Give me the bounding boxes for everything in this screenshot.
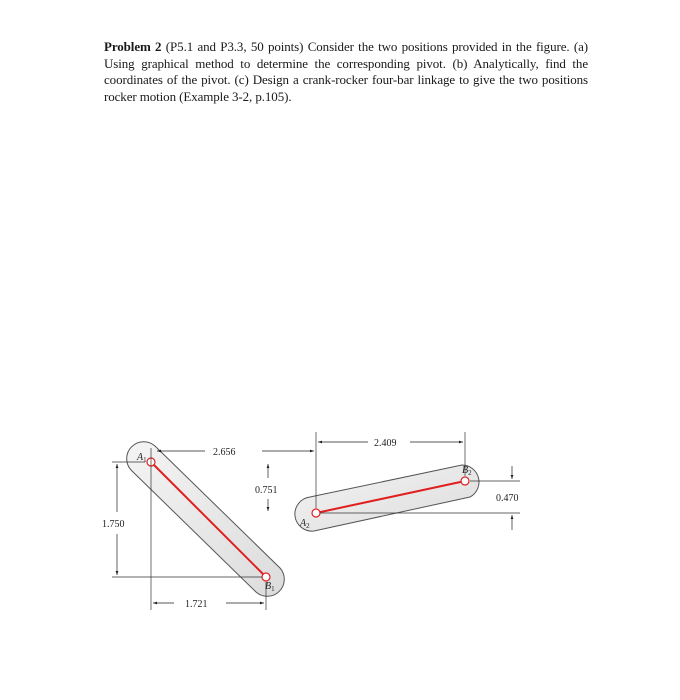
dim-2656: 2.656 bbox=[213, 447, 236, 458]
dim-1750: 1.750 bbox=[102, 519, 125, 530]
dim-0751: 0.751 bbox=[255, 485, 278, 496]
label-a1: $A_1$ bbox=[137, 452, 147, 464]
label-b2: $B_2$ bbox=[462, 465, 472, 477]
link-position-1 bbox=[127, 442, 285, 597]
problem-text: (P5.1 and P3.3, 50 points) Consider the two positions provided in the figure. (a) Using graphical method to determine the corresponding pivot. (b) Analytically, find the coordinates of the pivot. (c) Design a crank-rocker four-bar linkage to give the two positions rocker motion (Example 3-2, p.105). bbox=[104, 39, 589, 104]
dim-0470: 0.470 bbox=[496, 493, 519, 504]
link-1-centerline bbox=[151, 462, 266, 577]
link-position-2 bbox=[295, 465, 479, 531]
label-a2: $A_2$ bbox=[300, 518, 310, 530]
joint-b2 bbox=[461, 477, 469, 485]
joint-b1 bbox=[262, 573, 270, 581]
joint-a2 bbox=[312, 509, 320, 517]
problem-heading: Problem 2 bbox=[104, 39, 162, 54]
label-b1: $B_1$ bbox=[265, 581, 275, 593]
dim-2409: 2.409 bbox=[374, 438, 397, 449]
dim-1721: 1.721 bbox=[185, 599, 208, 610]
